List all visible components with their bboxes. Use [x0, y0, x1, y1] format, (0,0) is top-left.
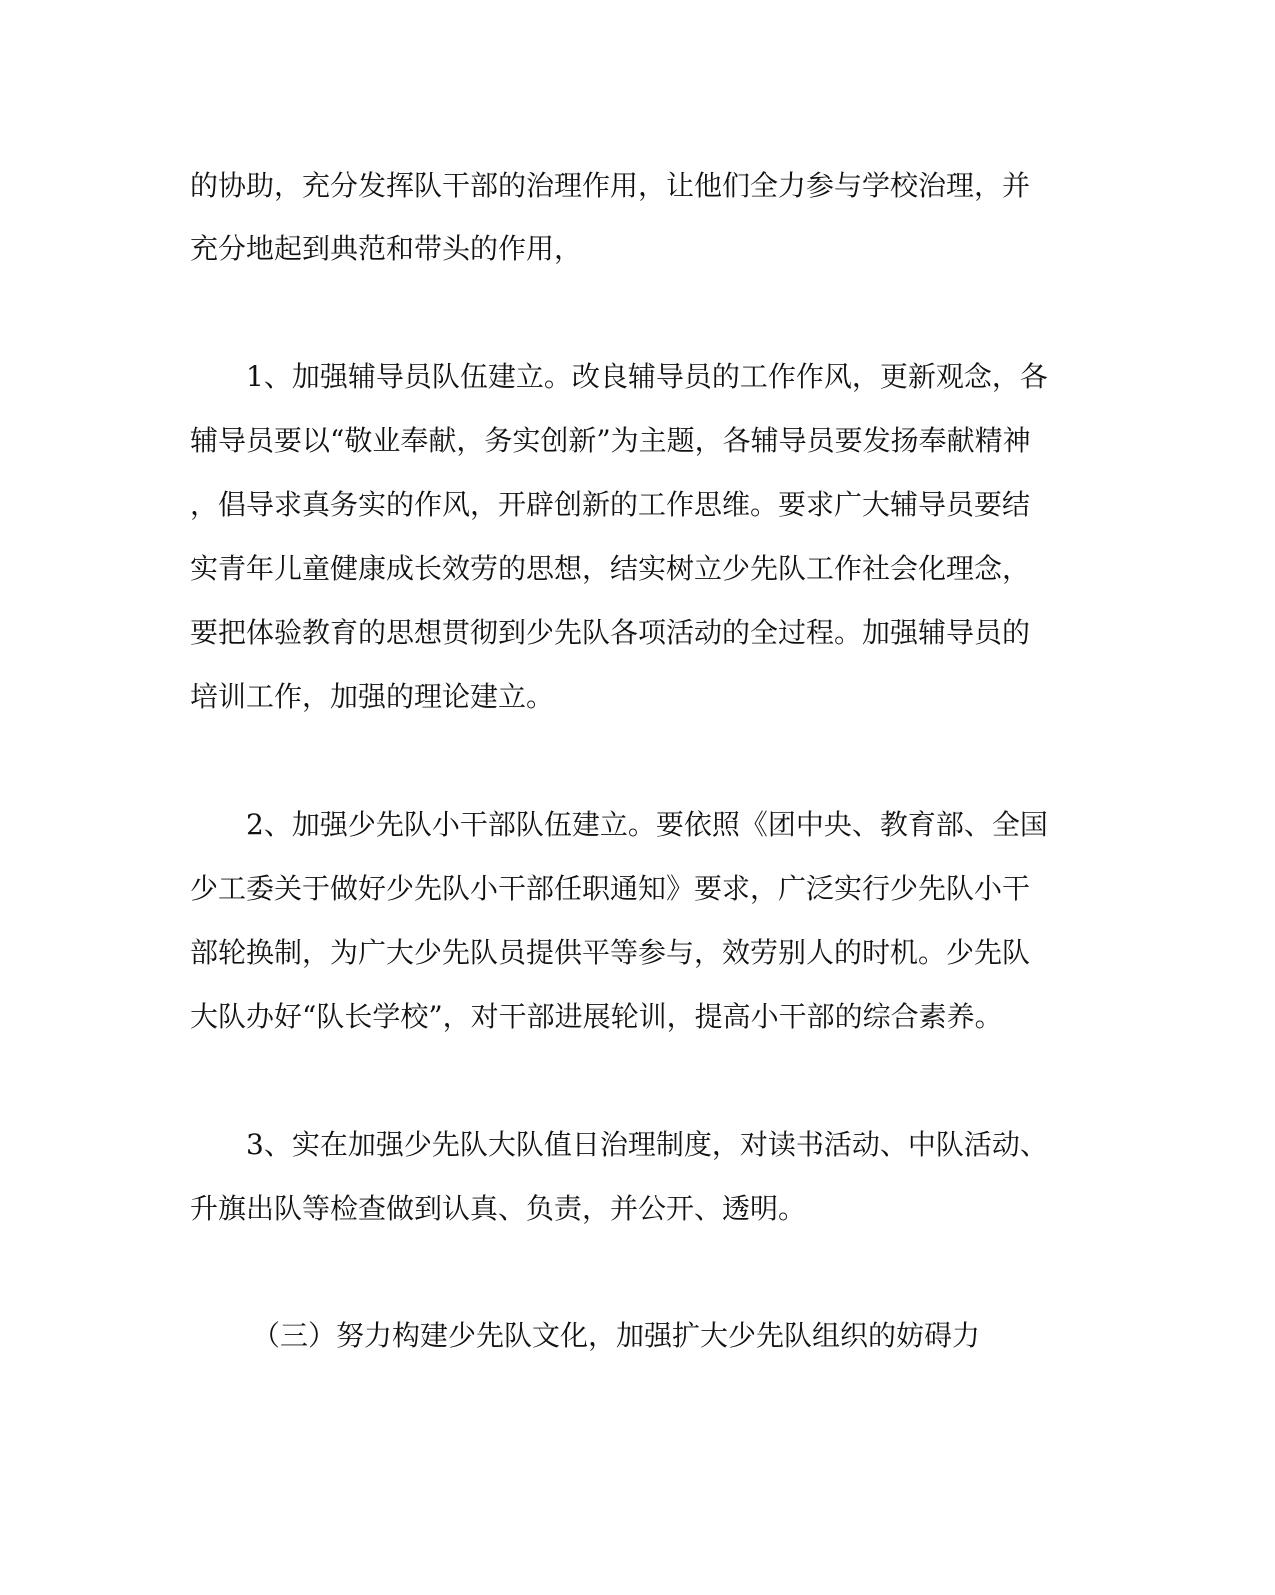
text-line: 要把体验教育的思想贯彻到少先队各项活动的全过程。加强辅导员的 — [190, 616, 1031, 649]
text-line: 培训工作，加强的理论建立。 — [190, 680, 555, 713]
text-line: 升旗出队等检查做到认真、负责，并公开、透明。 — [190, 1192, 807, 1225]
text-line: 少工委关于做好少先队小干部任职通知》要求，广泛实行少先队小干 — [190, 872, 1031, 905]
text-line: ，倡导求真务实的作风，开辟创新的工作思维。要求广大辅导员要结 — [190, 488, 1031, 521]
section-heading: （三）努力构建少先队文化，加强扩大少先队组织的妨碍力 — [252, 1319, 981, 1352]
text-line: 辅导员要以“敬业奉献，务实创新”为主题，各辅导员要发扬奉献精神 — [190, 424, 1031, 457]
text-line: 2、加强少先队小干部队伍建立。要依照《团中央、教育部、全国 — [246, 808, 1048, 841]
text-line: 充分地起到典范和带头的作用， — [190, 232, 583, 265]
text-line: 部轮换制，为广大少先队员提供平等参与，效劳别人的时机。少先队 — [190, 936, 1031, 969]
text-line: 实青年儿童健康成长效劳的思想，结实树立少先队工作社会化理念， — [190, 552, 1031, 585]
text-line: 大队办好“队长学校”，对干部进展轮训，提高小干部的综合素养。 — [190, 1000, 1003, 1033]
text-line: 的协助，充分发挥队干部的治理作用，让他们全力参与学校治理，并 — [190, 169, 1031, 202]
text-line: 3、实在加强少先队大队值日治理制度，对读书活动、中队活动、 — [246, 1128, 1048, 1161]
text-line: 1、加强辅导员队伍建立。改良辅导员的工作作风，更新观念，各 — [246, 360, 1048, 393]
